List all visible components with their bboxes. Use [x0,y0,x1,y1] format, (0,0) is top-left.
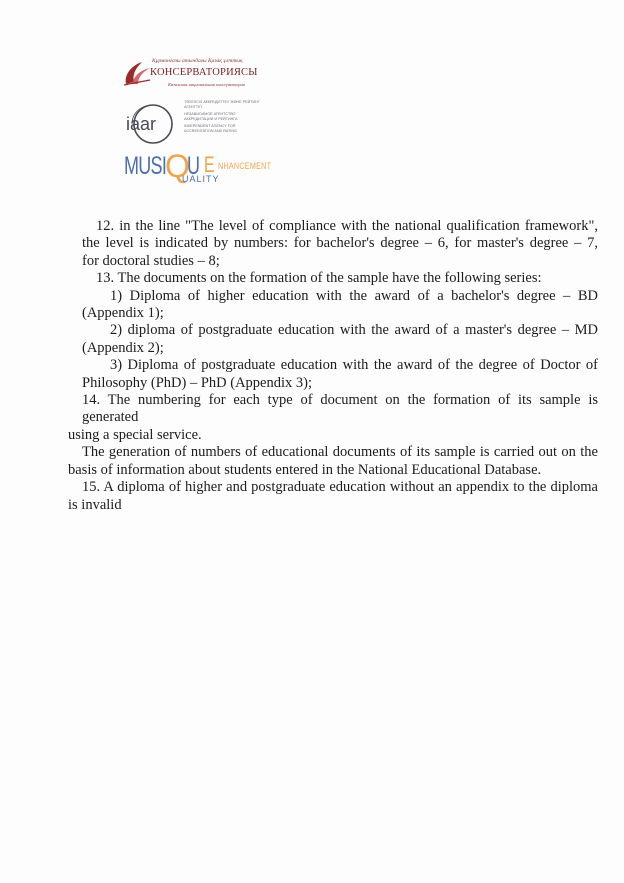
mqe-e: E [204,152,215,177]
conservatory-logo [120,52,270,96]
series-1-line-1: 1) Diploma of higher education with the award of a bachelor's degree – BD [110,287,598,304]
series-3-line-1: 3) Diploma of postgraduate education with the award of the degree of Doctor of [110,357,598,374]
item-12-line-1: 12. in the line "The level of compliance with the national qualification framework", [96,218,598,234]
music-quality-enhancement-logo [120,148,272,188]
item-14-line-1: 14. The numbering for each type of document on the formation of its sample is generated [82,392,598,426]
item-12-line-2: the level is indicated by numbers: for bachelor's degree – 6, for master's degree – 7, [82,235,598,252]
item-14-line-2: using a special service. [68,426,202,443]
conservatory-swoosh-icon [122,58,152,88]
item-13: 13. The documents on the formation of the sample have the following series: [96,270,542,287]
document-body [68,218,598,514]
series-1-line-2: (Appendix 1); [82,305,164,322]
item-12-line-3: for doctoral studies – 8; [82,252,220,269]
iaar-mark-icon [124,102,182,146]
iaar-mark-text: iaar [126,114,157,134]
iaar-line-1: ТӘУЕЛСІЗ АККРЕДИТТЕУ ЖӘНЕ РЕЙТИНГ [184,100,260,104]
series-3-line-2: Philosophy (PhD) – PhD (Appendix 3); [82,374,312,391]
iaar-logo [120,98,270,150]
iaar-line-2: АГЕНТТІГІ [184,104,203,109]
logo-block [120,52,270,188]
generation-line-1: The generation of numbers of educational documents of its sample is carried out on the [82,444,598,461]
iaar-line-5: INDEPENDENT AGENCY FOR [184,124,236,129]
iaar-line-6: ACCREDITATION AND RATING [184,128,237,133]
mqe-musi: MUSI [124,152,167,180]
iaar-line-3: НЕЗАВИСИМОЕ АГЕНТСТВО [184,112,236,117]
series-2-line-2: (Appendix 2); [82,339,164,356]
mqe-nhancement: NHANCEMENT [218,161,272,171]
iaar-text-lines [184,100,274,134]
mqe-u: U [187,152,201,180]
item-15-line-2: is invalid [68,496,122,513]
series-2-line-1: 2) diploma of postgraduate education with the award of a master's degree – MD [110,322,598,339]
conservatory-line1: Құрманғазы атындағы Қазақ ұлттық [152,58,243,64]
item-15-line-1: 15. A diploma of higher and postgraduate education without an appendix to the diploma [82,479,598,496]
conservatory-name: КОНСЕРВАТОРИЯСЫ [150,67,258,78]
iaar-line-4: АККРЕДИТАЦИИ И РЕЙТИНГА [184,116,238,121]
mqe-q: Q [165,148,190,184]
mqe-uality: UALITY [182,174,220,184]
conservatory-line3: Казахская национальная консерватория [168,82,245,87]
generation-line-2: basis of information about students entered in the National Educational Database. [68,461,542,478]
